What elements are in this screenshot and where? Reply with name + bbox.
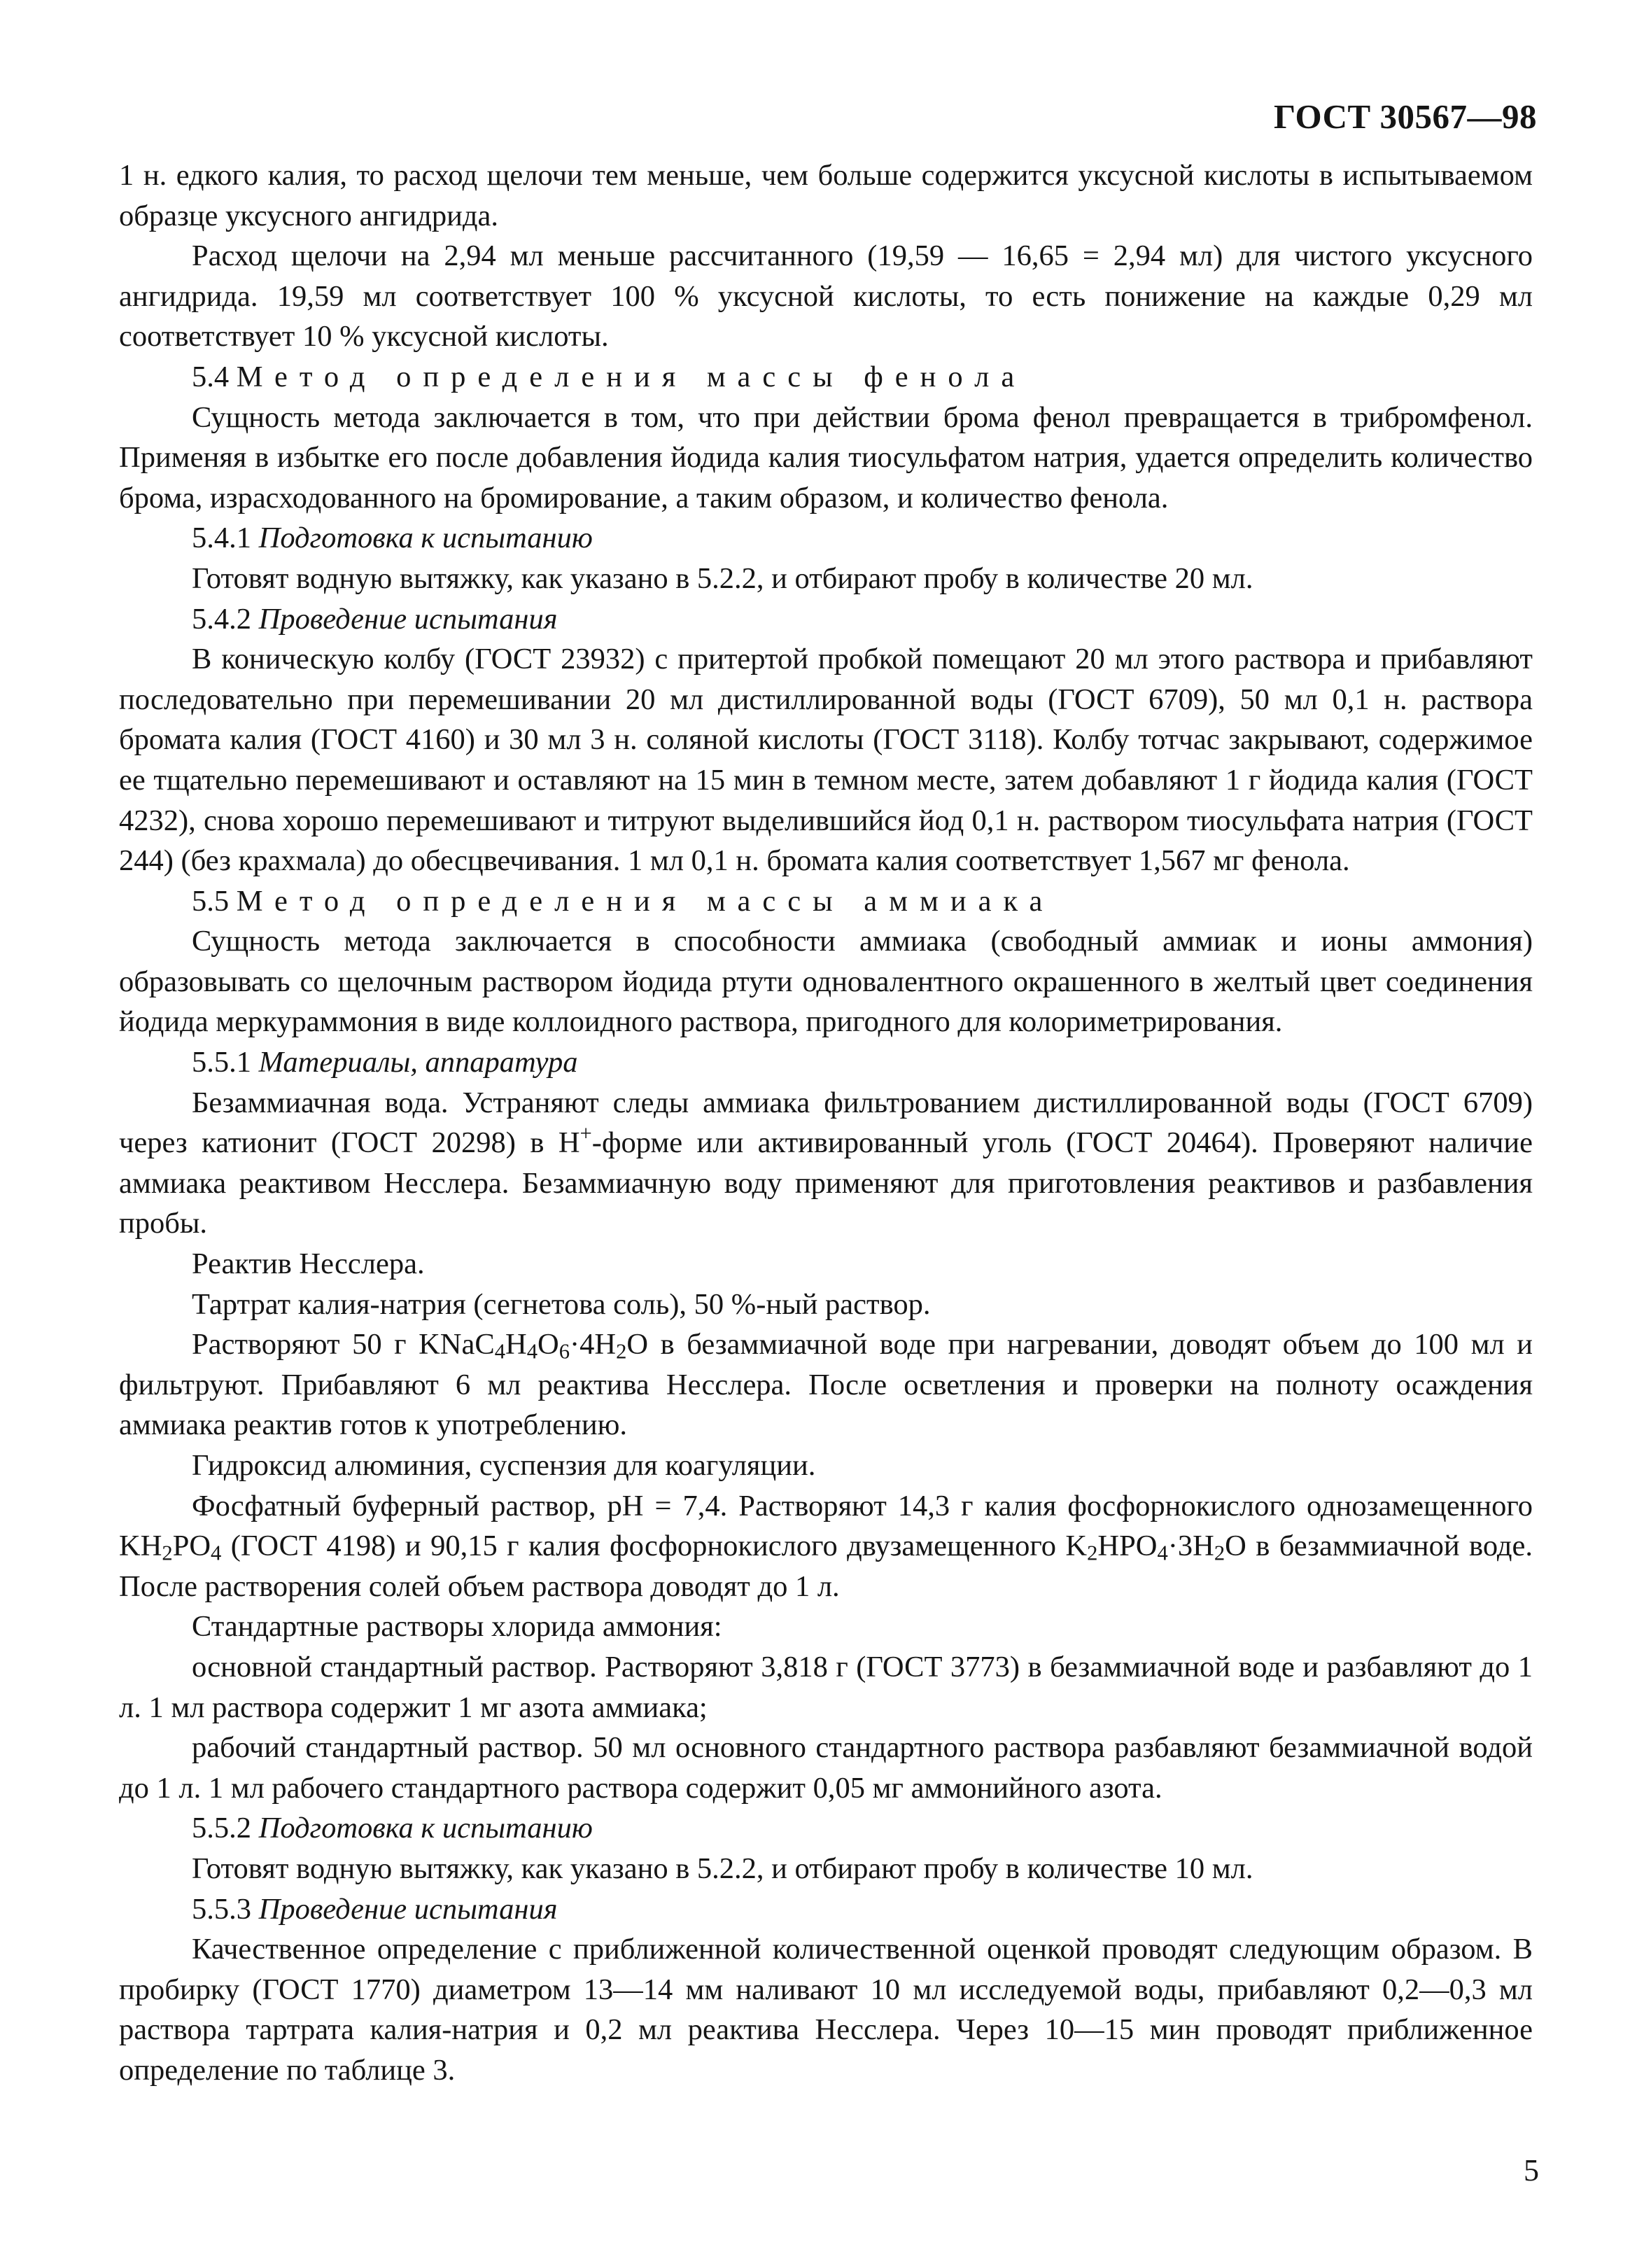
subscript: 4 xyxy=(211,1541,222,1565)
subsection-title: Проведение испытания xyxy=(258,1892,558,1926)
subscript: 4 xyxy=(526,1339,538,1364)
subscript: 2 xyxy=(616,1339,627,1364)
text-run: PO xyxy=(172,1530,211,1563)
subsection-number: 5.5.3 xyxy=(192,1892,251,1926)
paragraph: Гидроксид алюминия, суспензия для коагуляции. xyxy=(192,1449,816,1482)
superscript: + xyxy=(579,1121,592,1146)
text-run: (ГОСТ 4198) и 90,15 г калия фосфорнокислого двузамещенного K xyxy=(221,1530,1088,1563)
paragraph xyxy=(119,1486,1533,1607)
subsection-title: Подготовка к испытанию xyxy=(258,522,593,555)
text-run: O в безаммиачной воде. После растворения солей объем раствора доводят до 1 л. xyxy=(119,1530,1533,1603)
text-run: O в безаммиачной воде при нагревании, доводят объем до 100 мл и фильтруют. Прибавляют 6 мл реактива Несслера. После осветления и проверки на полноту осаждения аммиака реактив готов к употреблению. xyxy=(119,1328,1533,1442)
paragraph: Готовят водную вытяжку, как указано в 5.2.2, и отбирают пробу в количестве 20 мл. xyxy=(192,561,1253,595)
text-run: H xyxy=(505,1328,527,1362)
document-header xyxy=(1274,97,1537,136)
subsection-number: 5.4.1 xyxy=(192,522,251,555)
text-run: Безаммиачная вода. Устраняют следы аммиака фильтрованием дистиллированной воды (ГОСТ 6709) через катионит (ГОСТ 20298) в H xyxy=(119,1086,1533,1160)
paragraph: рабочий стандартный раствор. 50 мл основного стандартного раствора разбавляют безаммиачной водой до 1 л. 1 мл рабочего стандартного раствора содержит 0,05 мг аммонийного азота. xyxy=(119,1731,1533,1805)
subsection-heading-5-4-2 xyxy=(119,599,1533,640)
paragraph: Сущность метода заключается в способности аммиака (свободный аммиак и ионы аммония) образовывать со щелочным раствором йодида ртути одновалентного окрашенного в желтый цвет соединения йодида меркураммония в виде коллоидного раствора, пригодного для колориметрирования. xyxy=(119,925,1533,1039)
subsection-heading-5-5-2 xyxy=(119,1808,1533,1849)
section-title: Метод определения массы аммиака xyxy=(236,884,1055,918)
text-run: O xyxy=(538,1328,559,1362)
paragraph: Готовят водную вытяжку, как указано в 5.2.2, и отбирают пробу в количестве 10 мл. xyxy=(192,1851,1253,1885)
text-run: ·4H xyxy=(570,1328,617,1362)
page-number: 5 xyxy=(1524,2153,1539,2188)
paragraph: 1 н. едкого калия, то расход щелочи тем меньше, чем больше содержится уксусной кислоты в испытываемом образце уксусного ангидрида. xyxy=(119,159,1533,232)
section-heading-5-5 xyxy=(119,881,1533,922)
paragraph: В коническую колбу (ГОСТ 23932) с притертой пробкой помещают 20 мл этого раствора и прибавляют последовательно при перемешивании 20 мл дистиллированной воды (ГОСТ 6709), 50 мл 0,1 н. раствора бромата калия (ГОСТ 4160) и 30 мл 3 н. соляной кислоты (ГОСТ 3118). Колбу тотчас закрывают, содержимое ее тщательно перемешивают и оставляют на 15 мин в темном месте, затем добавляют 1 г йодида калия (ГОСТ 4232), снова хорошо перемешивают и титруют выделившийся йод 0,1 н. раствором тиосульфата натрия (ГОСТ 244) (без крахмала) до обесцвечивания. 1 мл 0,1 н. бромата калия соответствует 1,567 мг фенола. xyxy=(119,643,1533,878)
paragraph xyxy=(119,1083,1533,1244)
subscript: 2 xyxy=(1214,1541,1225,1565)
subscript: 2 xyxy=(162,1541,173,1565)
subsection-heading-5-5-3 xyxy=(119,1889,1533,1930)
paragraph xyxy=(119,1324,1533,1446)
subsection-title: Материалы, аппаратура xyxy=(258,1046,578,1079)
subsection-number: 5.4.2 xyxy=(192,602,251,636)
paragraph: Расход щелочи на 2,94 мл меньше рассчитанного (19,59 — 16,65 = 2,94 мл) для чистого уксусного ангидрида. 19,59 мл соответствует 100 % уксусной кислоты, то есть понижение на каждые 0,29 мл соответствует 10 % уксусной кислоты. xyxy=(119,239,1533,354)
subsection-number: 5.5.1 xyxy=(192,1046,251,1079)
paragraph: Сущность метода заключается в том, что при действии брома фенол превращается в трибромфенол. Применяя в избытке его после добавления йодида калия тиосульфатом натрия, удается определить количество брома, израсходованного на бромирование, а таким образом, и количество фенола. xyxy=(119,400,1533,514)
paragraph: Тартрат калия-натрия (сегнетова соль), 50 %-ный раствор. xyxy=(192,1287,931,1321)
paragraph: Стандартные растворы хлорида аммония: xyxy=(192,1610,722,1644)
subscript: 2 xyxy=(1087,1541,1098,1565)
text-run: Фосфатный буферный раствор, pH = 7,4. Растворяют 14,3 г калия фосфорнокислого однозамещенного KH xyxy=(119,1489,1533,1563)
text-run: Растворяют 50 г KNaC xyxy=(192,1328,495,1362)
paragraph: Реактив Несслера. xyxy=(192,1247,425,1281)
paragraph: основной стандартный раствор. Растворяют 3,818 г (ГОСТ 3773) в безаммиачной воде и разбавляют до 1 л. 1 мл раствора содержит 1 мг азота аммиака; xyxy=(119,1650,1533,1724)
text-run: ·3H xyxy=(1167,1530,1214,1563)
section-title: Метод определения массы фенола xyxy=(236,360,1027,393)
section-number: 5.4 xyxy=(192,360,230,393)
subscript: 6 xyxy=(558,1339,570,1364)
subsection-number: 5.5.2 xyxy=(192,1812,251,1845)
standard-id: ГОСТ 30567—98 xyxy=(1274,97,1537,136)
paragraph: Качественное определение с приближенной количественной оценкой проводят следующим образом. В пробирку (ГОСТ 1770) диаметром 13—14 мм наливают 10 мл исследуемой воды, прибавляют 0,2—0,3 мл раствора тартрата калия-натрия и 0,2 мл реактива Несслера. Через 10—15 мин проводят приближенное определение по таблице 3. xyxy=(119,1933,1533,2087)
subscript: 4 xyxy=(1157,1541,1168,1565)
subsection-title: Подготовка к испытанию xyxy=(258,1812,593,1845)
text-run: -форме или активированный уголь (ГОСТ 20464). Проверяют наличие аммиака реактивом Несслера. Безаммиачную воду применяют для приготовления реактивов и разбавления пробы. xyxy=(119,1126,1533,1240)
section-number: 5.5 xyxy=(192,884,230,918)
subsection-heading-5-4-1 xyxy=(119,518,1533,559)
section-heading-5-4 xyxy=(119,357,1533,398)
subscript: 4 xyxy=(494,1339,506,1364)
page-body xyxy=(119,155,1533,2091)
subsection-heading-5-5-1 xyxy=(119,1042,1533,1083)
text-run: HPO xyxy=(1097,1530,1158,1563)
subsection-title: Проведение испытания xyxy=(258,602,558,636)
